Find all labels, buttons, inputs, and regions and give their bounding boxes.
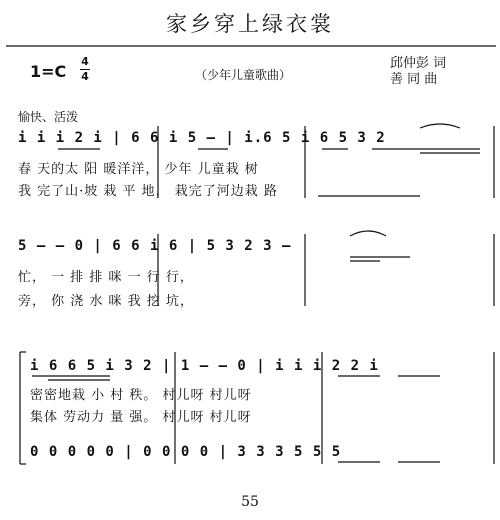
composer-credit: 善 同 曲: [390, 72, 438, 87]
lyricist-credit: 邱仲彭 词: [390, 56, 447, 71]
meter-bottom: 4: [81, 70, 89, 83]
system1-lyric-verse1: 春 天的太 阳 暖洋洋， 少年 儿童栽 树: [18, 162, 259, 177]
system2-lyric-verse2: 旁， 你 浇 水 咪 我 挖 坑，: [18, 294, 194, 309]
system3-lower-notes: 0 0 0 0 0 | 0 0 0 0 | 3 3 3 5 5 5: [30, 444, 342, 460]
system2-notes: 5 — — 0 | 6 6 i 6 | 5 3 2 3 —: [18, 238, 292, 254]
song-subtitle: （少年儿童歌曲）: [195, 68, 292, 82]
meter-top: 4: [81, 55, 89, 68]
system2-lyric-verse1: 忙， 一 排 排 咪 一 行 行，: [18, 270, 194, 285]
key-signature: 1=C: [30, 62, 67, 81]
system3-lyric-verse2: 集体 劳动力 量 强。 村儿呀 村儿呀: [30, 410, 252, 425]
page-number: 55: [241, 494, 259, 510]
system3-upper-notes: i 6 6 5 i 3 2 | 1 — — 0 | i i i 2 2 i: [30, 358, 379, 374]
song-title: 家乡穿上绿衣裳: [166, 12, 334, 36]
system1-lyric-verse2: 我 完了山·坡 栽 平 地， 栽完了河边栽 路: [18, 184, 278, 199]
system1-notes: i i i 2 i | 6 6 i 5 — | i.6 5 i 6 5 3 2: [18, 130, 386, 146]
tempo-marking: 愉快、活泼: [18, 110, 79, 124]
slur: [350, 231, 386, 236]
system3-lyric-verse1: 密密地栽 小 村 秩。 村儿呀 村儿呀: [30, 388, 252, 403]
slur: [420, 124, 460, 128]
